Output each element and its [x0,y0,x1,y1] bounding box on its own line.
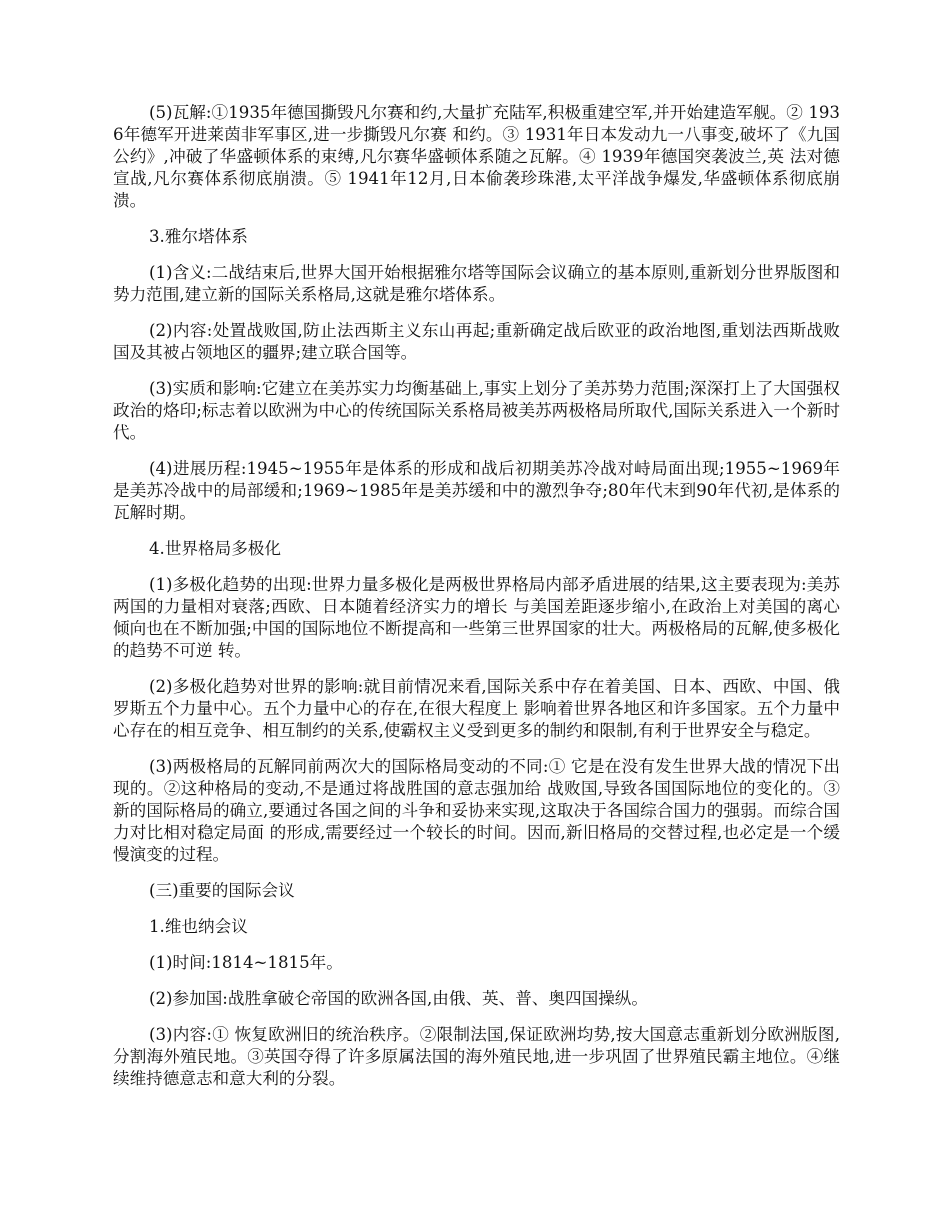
paragraph-yalta-progress: (4)进展历程:1945~1955年是体系的形成和战后初期美苏冷战对峙局面出现;1955~1969年是美苏冷战中的局部缓和;1969~1985年是美苏缓和中的激烈争夺;80年代末到90年代初,是体系的瓦解时期。 [113,459,840,522]
paragraph-vienna-time: (1)时间:1814~1815年。 [149,953,343,972]
heading-yalta-system: 3.雅尔塔体系 [149,227,248,246]
paragraph-multipolarity-emergence: (1)多极化趋势的出现:世界力量多极化是两极世界格局内部矛盾进展的结果,这主要表现为:美苏两国的力量相对衰落;西欧、日本随着经济实力的增长 与美国差距逐步缩小,在政治上对美国的离心倾向也在不断加强;中国的国际地位不断提高和一些第三世界国家的壮大。两极格局的瓦解,使多极化的趋势不可逆 转。 [113,575,840,660]
paragraph-yalta-essence: (3)实质和影响:它建立在美苏实力均衡基础上,事实上划分了美苏势力范围;深深打上了大国强权政治的烙印;标志着以欧洲为中心的传统国际关系格局被美苏两极格局所取代,国际关系进入一个新时代。 [113,379,840,442]
heading-vienna-congress: 1.维也纳会议 [149,917,248,936]
document-page [113,102,840,1104]
paragraph-yalta-content: (2)内容:处置战败国,防止法西斯主义东山再起;重新确定战后欧亚的政治地图,重划法西斯战败国及其被占领地区的疆界;建立联合国等。 [113,321,840,362]
heading-international-conferences: (三)重要的国际会议 [149,881,295,900]
paragraph-yalta-meaning: (1)含义:二战结束后,世界大国开始根据雅尔塔等国际会议确立的基本原则,重新划分世界版图和势力范围,建立新的国际关系格局,这就是雅尔塔体系。 [113,263,840,304]
paragraph-vienna-participants: (2)参加国:战胜拿破仑帝国的欧洲各国,由俄、英、普、奥四国操纵。 [149,989,648,1008]
paragraph-multipolarity-impact: (2)多极化趋势对世界的影响:就目前情况来看,国际关系中存在着美国、日本、西欧、中国、俄罗斯五个力量中心。五个力量中心的存在,在很大程度上 影响着世界各地区和许多国家。五个力量中心存在的相互竞争、相互制约的关系,使霸权主义受到更多的制约和限制,有利于世界安全与稳定。 [113,677,840,740]
paragraph-dissolution: (5)瓦解:①1935年德国撕毁凡尔赛和约,大量扩充陆军,积极重建空军,并开始建造军舰。② 1936年德军开进莱茵非军事区,进一步撕毁凡尔赛 和约。③ 1931年日本发动九一八事变,破坏了《九国公约》,冲破了华盛顿体系的束缚,凡尔赛华盛顿体系随之瓦解。④ 1939年德国突袭波兰,英 法对德宣战,凡尔赛体系彻底崩溃。⑤ 1941年12月,日本偷袭珍珠港,太平洋战争爆发,华盛顿体系彻底崩溃。 [113,103,840,210]
paragraph-bipolar-collapse-difference: (3)两极格局的瓦解同前两次大的国际格局变动的不同:① 它是在没有发生世界大战的情况下出现的。②这种格局的变动,不是通过将战胜国的意志强加给 战败国,导致各国国际地位的变化的。③新的国际格局的确立,要通过各国之间的斗争和妥协来实现,这取决于各国综合国力的强弱。而综合国力对比相对稳定局面 的形成,需要经过一个较长的时间。因而,新旧格局的交替过程,也必定是一个缓慢演变的过程。 [113,757,840,864]
heading-multipolarity: 4.世界格局多极化 [149,539,281,558]
paragraph-vienna-content: (3)内容:① 恢复欧洲旧的统治秩序。②限制法国,保证欧洲均势,按大国意志重新划分欧洲版图,分割海外殖民地。③英国夺得了许多原属法国的海外殖民地,进一步巩固了世界殖民霸主地位。④继续维持德意志和意大利的分裂。 [113,1025,840,1088]
